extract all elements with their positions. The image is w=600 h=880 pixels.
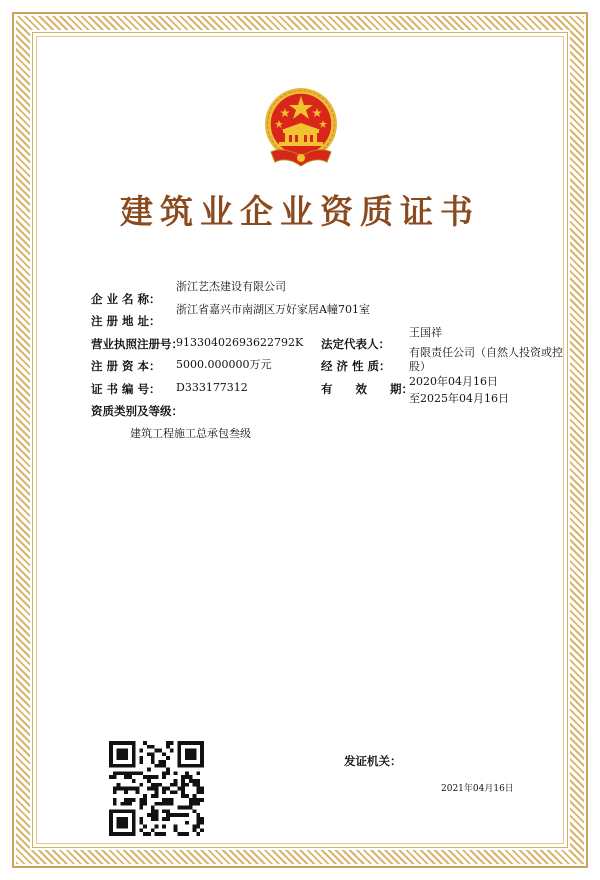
issuer-label: 发证机关： (344, 754, 402, 768)
certificate-title: 建筑业企业资质证书 (120, 192, 480, 231)
economic-nature-label: 经 济 性 质： (321, 359, 391, 373)
company-name-value: 浙江艺杰建设有限公司 (176, 280, 286, 293)
legal-rep-label: 法定代表人： (321, 337, 390, 351)
legal-rep-value: 王国祥 (409, 326, 442, 339)
capital-label: 注 册 资 本： (91, 359, 161, 373)
national-emblem-icon (261, 86, 341, 174)
validity-start-value: 2020年04月16日 (409, 375, 498, 388)
cert-no-label: 证 书 编 号： (91, 382, 161, 396)
capital-value: 5000.000000万元 (176, 358, 272, 371)
address-value: 浙江省嘉兴市南湖区万好家居A幢701室 (176, 303, 370, 316)
license-no-label: 营业执照注册号： (91, 337, 183, 351)
qr-code-icon (109, 741, 204, 836)
economic-nature-value: 有限责任公司（自然人投资或控股） (409, 346, 563, 373)
company-name-label: 企 业 名 称： (91, 292, 161, 306)
qualification-value: 建筑工程施工总承包叁级 (130, 427, 251, 440)
qualification-label: 资质类别及等级： (91, 404, 183, 418)
address-label: 注 册 地 址： (91, 314, 161, 328)
validity-label: 有 效 期： (321, 382, 413, 396)
cert-no-value: D333177312 (176, 381, 248, 394)
validity-end-value: 至2025年04月16日 (409, 392, 509, 405)
license-no-value: 91330402693622792K (176, 336, 304, 349)
issue-date: 2021年04月16日 (441, 784, 514, 794)
